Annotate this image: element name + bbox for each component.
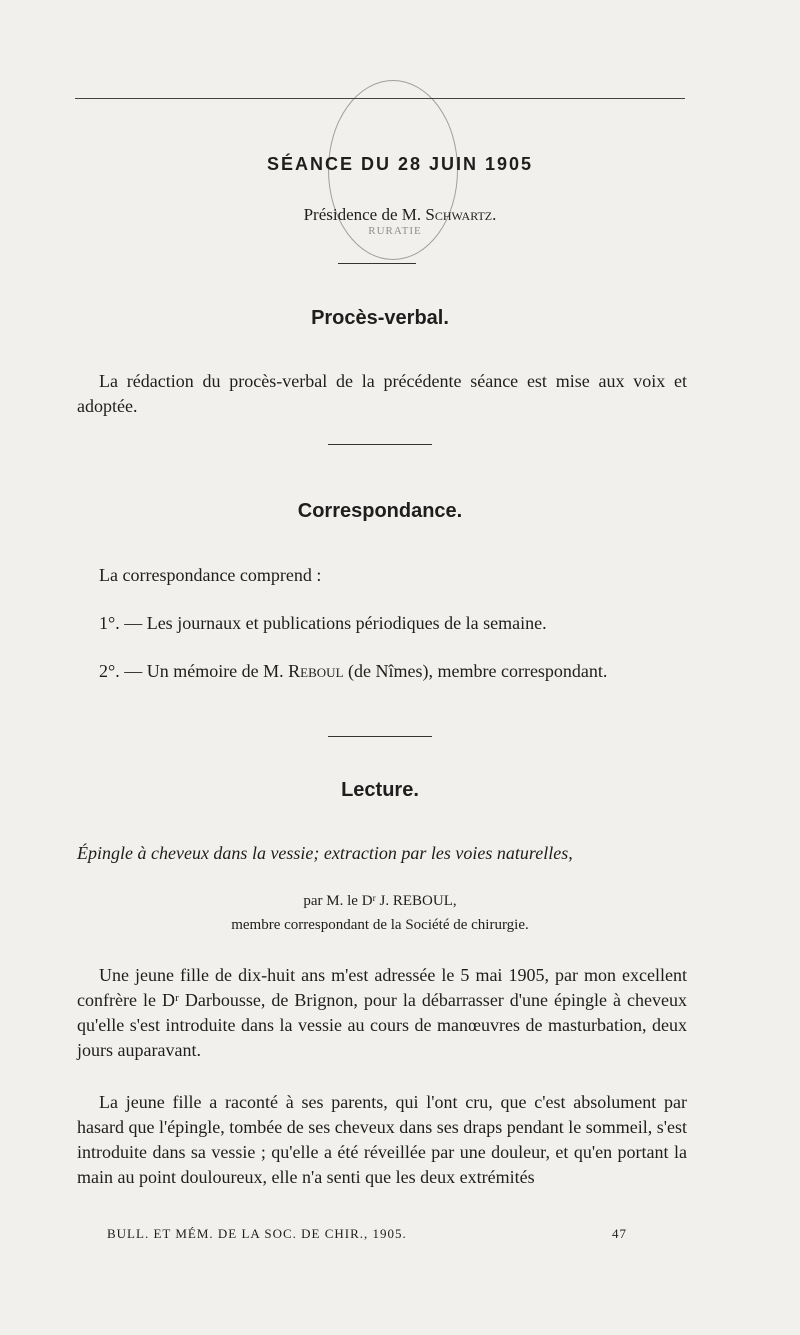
divider [328,444,432,445]
body-paragraph-2: La jeune fille a raconté à ses parents, qui l'ont cru, que c'est absolument par hasard que l'épingle, tombée de ses cheveux dans ses draps pendant le sommeil, s'est introduite dans sa vessie ; qu'elle a été réveillée par une douleur, et qu'en portant la main au point douloureux, elle n'a senti que les deux extrémités [77,1092,687,1187]
article-byline [0,893,760,910]
footer-journal: BULL. ET MÉM. DE LA SOC. DE CHIR., 1905. [107,1226,407,1241]
page-number: 47 [612,1226,627,1241]
body-paragraph-1: Une jeune fille de dix-huit ans m'est adressée le 5 mai 1905, par mon excellent confrère le Dʳ Darbousse, de Brignon, pour la débarrasser d'une épingle à cheveux qu'elle s'est introduite dans la vessie au cours de manœuvres de masturbation, deux jours auparavant. [77,965,687,1060]
lecture-heading: Lecture. [341,779,419,801]
proces-verbal-text: La rédaction du procès-verbal de la précédente séance est mise aux voix et adoptée. [77,371,687,416]
article-affiliation: membre correspondant de la Société de chirurgie. [231,917,529,933]
correspondance-item-1: 1°. — Les journaux et publications périodiques de la semaine. [99,613,547,633]
page-footer [107,1226,627,1242]
byline-name: REBOUL [392,893,453,909]
item2-prefix: 2°. — Un mémoire de M. [99,661,289,681]
stamp-text: RURATIE [368,225,422,237]
correspondance-heading: Correspondance. [297,500,463,522]
article-title: Épingle à cheveux dans la vessie; extraction par les voies naturelles, [77,843,573,863]
presidence-name: Schwartz [425,205,493,224]
correspondance-item-2 [77,659,687,684]
divider [338,263,416,264]
item2-suffix: (de Nîmes), membre correspondant. [343,661,608,681]
byline-suffix: , [452,893,457,909]
session-title: SÉANCE DU 28 JUIN 1905 [266,154,534,174]
correspondance-intro: La correspondance comprend : [99,565,322,585]
presidence-line [0,205,800,225]
presidence-suffix: . [492,205,497,224]
proces-verbal-heading: Procès-verbal. [311,307,449,329]
presidence-prefix: Présidence de M. [303,205,426,224]
byline-prefix: par M. le Dʳ J. [303,893,393,909]
divider [328,736,432,737]
item2-name: Reboul [288,661,344,681]
